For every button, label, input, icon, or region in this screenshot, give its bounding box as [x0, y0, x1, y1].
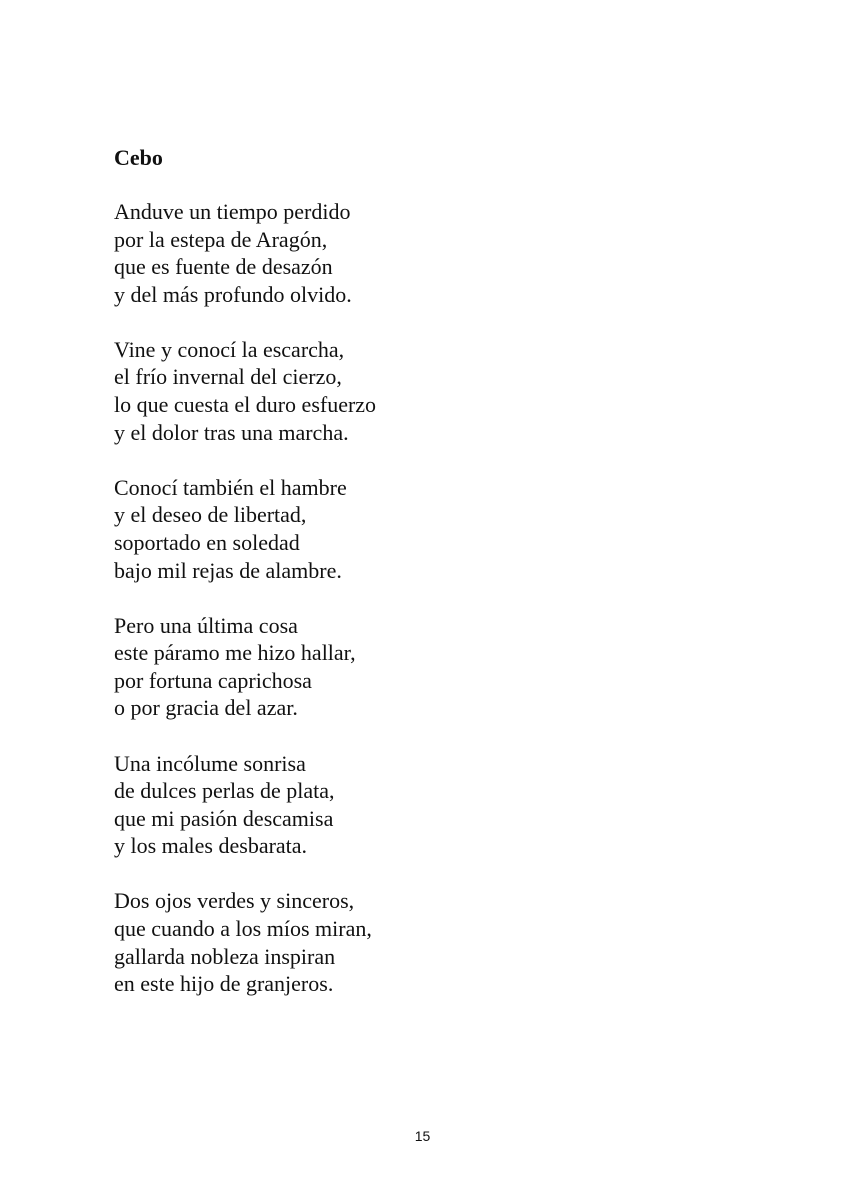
poem-line: y los males desbarata. [114, 833, 308, 859]
page-number: 15 [414, 1128, 431, 1144]
poem-line: y del más profundo olvido. [114, 281, 352, 307]
poem-line: bajo mil rejas de alambre. [114, 557, 342, 583]
poem-line: Dos ojos verdes y sinceros, [114, 888, 355, 914]
poem-line: que mi pasión descamisa [114, 805, 334, 831]
poem-line: Pero una última cosa [114, 612, 298, 638]
poem-line: y el dolor tras una marcha. [114, 419, 349, 445]
stanza-2 [114, 336, 714, 446]
poem-title: Cebo [114, 145, 163, 170]
poem-line: Anduve un tiempo perdido [114, 199, 351, 224]
poem-line: o por gracia del azar. [114, 695, 298, 721]
poem-line: Vine y conocí la escarcha, [114, 336, 345, 362]
poem-line: que es fuente de desazón [114, 254, 333, 280]
stanza-1 [114, 198, 714, 308]
poem-line: por fortuna caprichosa [114, 667, 312, 693]
poem-line: de dulces perlas de plata, [114, 778, 335, 804]
stanza-4 [114, 612, 714, 722]
poem-line: Conocí también el hambre [114, 474, 347, 500]
poem-line: lo que cuesta el duro esfuerzo [114, 392, 377, 418]
poem-line: gallarda nobleza inspiran [114, 943, 336, 969]
poem-line: por la estepa de Aragón, [114, 226, 328, 252]
poem-line: y el deseo de libertad, [114, 502, 307, 528]
poem-line: que cuando a los míos miran, [114, 915, 372, 941]
poem-line: el frío invernal del cierzo, [114, 364, 342, 390]
stanza-5 [114, 750, 714, 860]
poem-body [114, 198, 714, 1025]
poem-line: Una incólume sonrisa [114, 750, 306, 776]
stanza-3 [114, 474, 714, 584]
stanza-6 [114, 887, 714, 997]
poem-line: este páramo me hizo hallar, [114, 640, 356, 666]
poem-line: soportado en soledad [114, 529, 300, 555]
poem-line: en este hijo de granjeros. [114, 971, 334, 997]
